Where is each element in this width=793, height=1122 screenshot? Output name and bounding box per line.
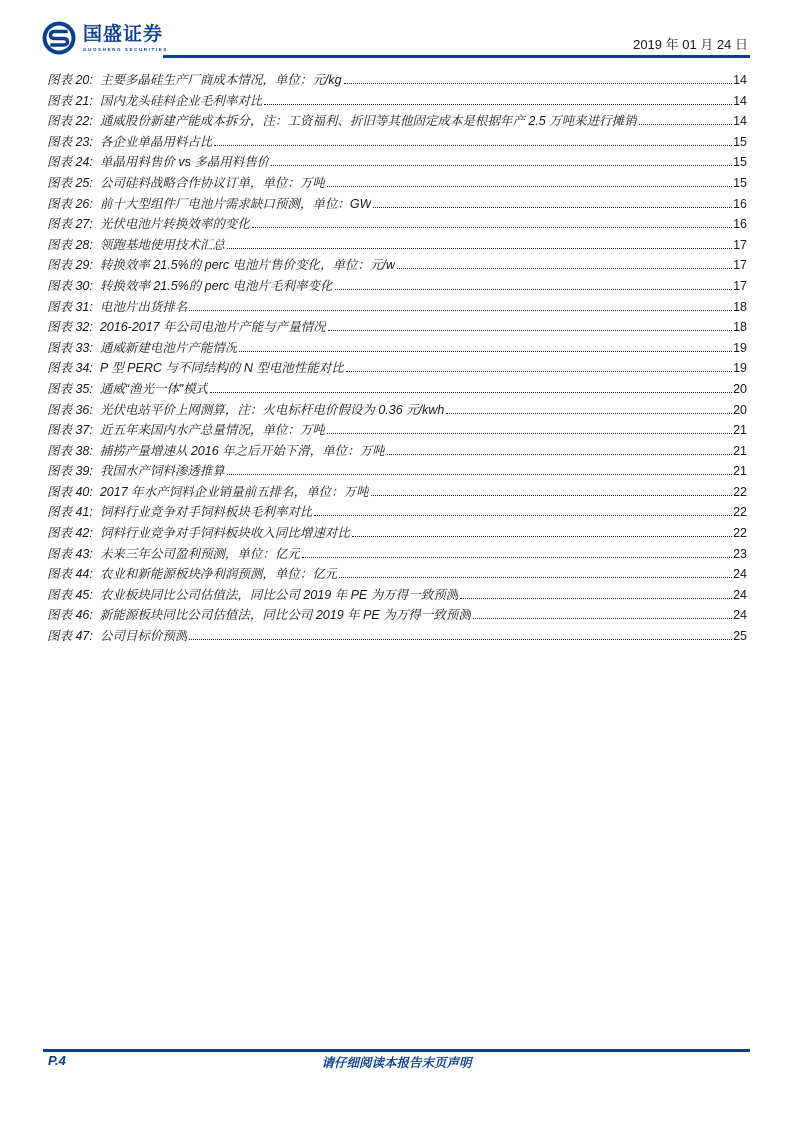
toc-entry[interactable]: [47, 626, 747, 647]
toc-entry[interactable]: [47, 214, 747, 235]
figure-title[interactable]: 前十大型组件厂电池片需求缺口预测，单位：GW: [99, 196, 372, 211]
figure-title[interactable]: 饲料行业竞争对手饲料板块毛利率对比: [99, 505, 313, 520]
dot-leader: [371, 495, 732, 496]
dot-leader: [264, 104, 732, 105]
toc-entry[interactable]: [47, 585, 747, 606]
toc-entry[interactable]: [47, 461, 747, 482]
dot-leader: [327, 186, 732, 187]
figure-title[interactable]: 近五年来国内水产总量情况，单位：万吨: [99, 423, 325, 438]
figure-label: 图表 32:: [47, 320, 93, 335]
dot-leader: [328, 330, 732, 331]
guosheng-logo-icon: [41, 20, 77, 56]
figure-label: 图表 46:: [47, 608, 93, 623]
figure-page-number[interactable]: 24: [733, 567, 747, 582]
figure-page-number[interactable]: 16: [733, 217, 747, 232]
figure-label: 图表 37:: [47, 423, 93, 438]
toc-entry[interactable]: [47, 132, 747, 153]
toc-entry[interactable]: [47, 111, 747, 132]
figure-page-number[interactable]: 14: [733, 73, 747, 87]
dot-leader: [373, 207, 732, 208]
figure-page-number[interactable]: 24: [733, 587, 747, 602]
figure-label: 图表 38:: [47, 443, 93, 458]
dot-leader: [639, 124, 732, 125]
figure-title[interactable]: 2016-2017 年公司电池片产能与产量情况: [99, 320, 326, 335]
figure-label: 图表 26:: [47, 196, 93, 211]
figure-title[interactable]: 单晶用料售价 vs 多晶用料售价: [99, 155, 270, 170]
figure-label: 图表 29:: [47, 258, 93, 273]
dot-leader: [227, 248, 732, 249]
dot-leader: [335, 289, 733, 290]
figure-page-number[interactable]: 18: [733, 320, 747, 335]
dot-leader: [239, 351, 732, 352]
figure-title[interactable]: 我国水产饲料渗透推算: [99, 464, 225, 479]
figure-title[interactable]: 国内龙头硅料企业毛利率对比: [99, 93, 263, 108]
figure-title[interactable]: 公司硅料战略合作协议订单，单位：万吨: [99, 175, 325, 190]
toc-entry[interactable]: [47, 173, 747, 194]
toc-entry[interactable]: [47, 317, 747, 338]
figure-title[interactable]: 转换效率 21.5%的 perc 电池片售价变化，单位：元/w: [99, 258, 396, 273]
figure-page-number[interactable]: 24: [733, 608, 747, 623]
toc-entry[interactable]: [47, 91, 747, 112]
figure-title[interactable]: 光伏电站平价上网测算，注：火电标杆电价假设为 0.36 元/kwh: [99, 402, 445, 417]
figure-page-number[interactable]: 17: [733, 258, 747, 273]
figure-title[interactable]: 通威“渔光一体”模式: [99, 381, 209, 396]
logo-chinese-name: 国盛证券: [83, 23, 164, 45]
figure-page-number[interactable]: 22: [733, 505, 747, 520]
toc-entry[interactable]: [47, 338, 747, 359]
figure-title[interactable]: 饲料行业竞争对手饲料板块收入同比增速对比: [99, 526, 350, 541]
figure-title[interactable]: P 型 PERC 与不同结构的 N 型电池性能对比: [99, 361, 344, 376]
dot-leader: [397, 268, 732, 269]
toc-entry[interactable]: [47, 297, 747, 318]
dot-leader: [460, 598, 732, 599]
figure-title[interactable]: 农业和新能源板块净利润预测，单位：亿元: [99, 567, 338, 582]
figure-page-number[interactable]: 23: [733, 546, 747, 561]
figure-title[interactable]: 光伏电池片转换效率的变化: [99, 217, 250, 232]
figure-label: 图表 25:: [47, 175, 93, 190]
figure-label: 图表 35:: [47, 381, 93, 396]
toc-entry[interactable]: [47, 194, 747, 215]
dot-leader: [214, 145, 732, 146]
toc-entry[interactable]: [47, 400, 747, 421]
toc-entry[interactable]: [47, 482, 747, 503]
figure-page-number[interactable]: 17: [733, 278, 747, 293]
figure-page-number[interactable]: 14: [733, 114, 747, 129]
figure-title[interactable]: 领跑基地使用技术汇总: [99, 237, 225, 252]
figure-title[interactable]: 通威新建电池片产能情况: [99, 340, 238, 355]
figure-page-number[interactable]: 21: [733, 423, 747, 438]
figure-label: 图表 31:: [47, 299, 93, 314]
dot-leader: [352, 536, 732, 537]
figure-page-number[interactable]: 18: [733, 299, 747, 314]
toc-entry[interactable]: [47, 358, 747, 379]
figure-label: 图表 42:: [47, 526, 93, 541]
dot-leader: [339, 577, 732, 578]
figure-label: 图表 36:: [47, 402, 93, 417]
figure-page-number[interactable]: 15: [733, 134, 747, 149]
header-divider: [163, 55, 750, 58]
figure-title[interactable]: 2017 年水产饲料企业销量前五排名，单位：万吨: [99, 484, 369, 499]
figure-label: 图表 33:: [47, 340, 93, 355]
disclaimer-note: 请仔细阅读本报告末页声明: [321, 1056, 472, 1070]
figure-label: 图表 45:: [47, 587, 93, 602]
figure-label: 图表 21:: [47, 93, 93, 108]
dot-leader: [344, 83, 733, 84]
toc-entry[interactable]: [47, 235, 747, 256]
figure-label: 图表 23:: [47, 134, 93, 149]
toc-entry[interactable]: [47, 276, 747, 297]
footer-divider: [43, 1049, 750, 1052]
dot-leader: [252, 227, 732, 228]
figure-page-number[interactable]: 17: [733, 237, 747, 252]
dot-leader: [271, 165, 732, 166]
dot-leader: [327, 433, 732, 434]
dot-leader: [446, 413, 732, 414]
dot-leader: [302, 557, 732, 558]
figure-label: 图表 41:: [47, 505, 93, 520]
figure-index-list: [47, 70, 747, 647]
figure-title[interactable]: 新能源板块同比公司估值法，同比公司 2019 年 PE 为万得一致预测: [99, 608, 471, 623]
figure-title[interactable]: 公司目标价预测: [99, 629, 188, 644]
toc-entry[interactable]: [47, 605, 747, 626]
figure-page-number[interactable]: 22: [733, 526, 747, 541]
figure-label: 图表 28:: [47, 237, 93, 252]
figure-title[interactable]: 主要多晶硅生产厂商成本情况，单位：元/kg: [99, 73, 342, 87]
figure-page-number[interactable]: 20: [733, 402, 747, 417]
toc-entry[interactable]: [47, 420, 747, 441]
figure-page-number[interactable]: 21: [733, 464, 747, 479]
figure-label: 图表 44:: [47, 567, 93, 582]
figure-label: 图表 34:: [47, 361, 93, 376]
toc-entry[interactable]: [47, 544, 747, 565]
page-number: P.4: [48, 1053, 66, 1068]
figure-title[interactable]: 捕捞产量增速从 2016 年之后开始下滑，单位：万吨: [99, 443, 385, 458]
toc-entry[interactable]: [47, 379, 747, 400]
figure-page-number[interactable]: 22: [733, 484, 747, 499]
figure-title[interactable]: 农业板块同比公司估值法，同比公司 2019 年 PE 为万得一致预测: [99, 587, 459, 602]
figure-page-number[interactable]: 16: [733, 196, 747, 211]
figure-page-number[interactable]: 15: [733, 175, 747, 190]
toc-entry[interactable]: [47, 564, 747, 585]
dot-leader: [189, 310, 732, 311]
dot-leader: [473, 618, 732, 619]
figure-label: 图表 20:: [47, 73, 93, 87]
figure-title[interactable]: 转换效率 21.5%的 perc 电池片毛利率变化: [99, 278, 333, 293]
toc-entry[interactable]: [47, 255, 747, 276]
figure-page-number[interactable]: 14: [733, 93, 747, 108]
figure-page-number[interactable]: 20: [733, 381, 747, 396]
figure-page-number[interactable]: 19: [733, 361, 747, 376]
figure-label: 图表 40:: [47, 484, 93, 499]
figure-title[interactable]: 未来三年公司盈利预测，单位：亿元: [99, 546, 300, 561]
figure-page-number[interactable]: 25: [733, 629, 747, 644]
logo-english-name: GUOSHENG SECURITIES: [83, 47, 168, 52]
dot-leader: [387, 454, 732, 455]
dot-leader: [210, 392, 732, 393]
figure-label: 图表 30:: [47, 278, 93, 293]
figure-title[interactable]: 电池片出货排名: [99, 299, 188, 314]
toc-entry[interactable]: [47, 523, 747, 544]
figure-page-number[interactable]: 19: [733, 340, 747, 355]
dot-leader: [346, 371, 732, 372]
toc-entry[interactable]: [47, 70, 747, 91]
report-date: 2019 年 01 月 24 日: [633, 37, 748, 52]
dot-leader: [227, 474, 732, 475]
dot-leader: [314, 515, 732, 516]
figure-label: 图表 47:: [47, 629, 93, 644]
figure-page-number[interactable]: 21: [733, 443, 747, 458]
company-logo: [41, 20, 171, 58]
toc-entry[interactable]: [47, 502, 747, 523]
figure-title[interactable]: 各企业单晶用料占比: [99, 134, 213, 149]
toc-entry[interactable]: [47, 152, 747, 173]
figure-label: 图表 39:: [47, 464, 93, 479]
toc-entry[interactable]: [47, 441, 747, 462]
figure-title[interactable]: 通威股份新建产能成本拆分，注：工资福利、折旧等其他固定成本是根据年产 2.5 万吨来进行摊销: [99, 114, 637, 129]
figure-label: 图表 43:: [47, 546, 93, 561]
figure-label: 图表 24:: [47, 155, 93, 170]
figure-page-number[interactable]: 15: [733, 155, 747, 170]
figure-label: 图表 27:: [47, 217, 93, 232]
dot-leader: [189, 639, 732, 640]
figure-label: 图表 22:: [47, 114, 93, 129]
